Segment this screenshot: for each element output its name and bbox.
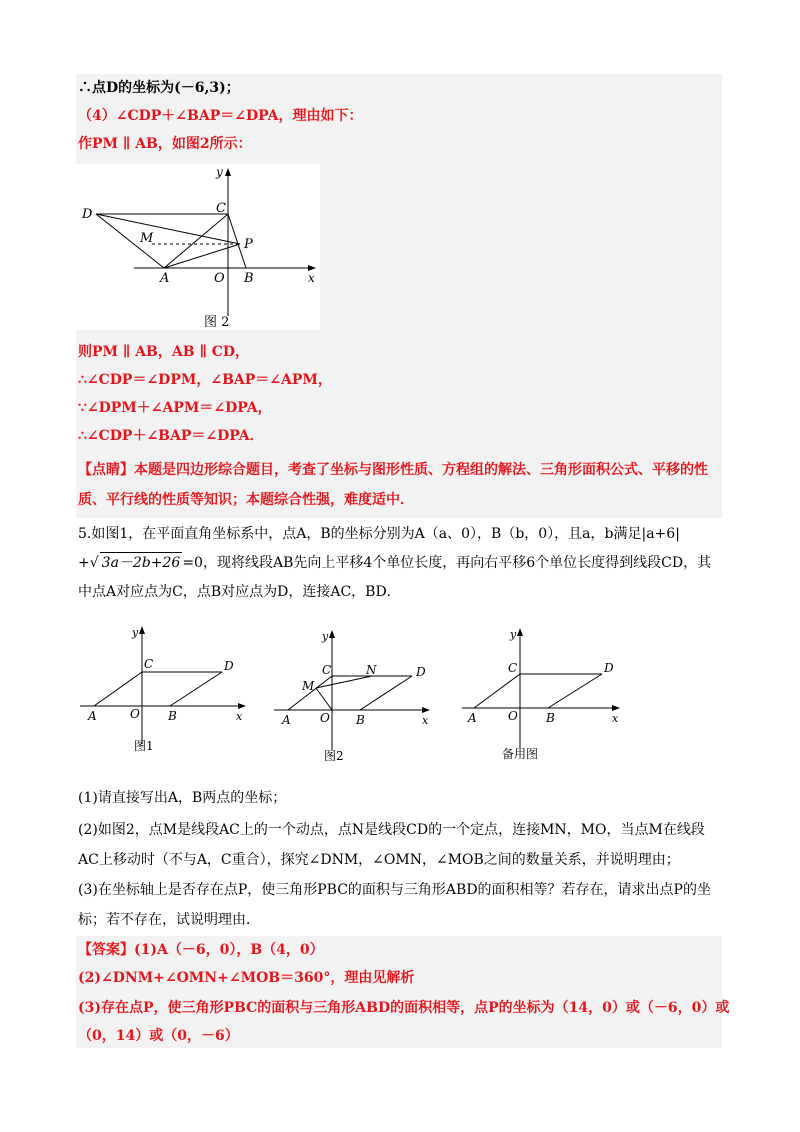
fig1-label-y: y xyxy=(132,626,139,639)
fig1-label-O: O xyxy=(130,707,140,721)
figure-2-caption: 图 2 xyxy=(204,315,230,330)
figures-row xyxy=(78,620,638,770)
label-C: C xyxy=(216,201,226,216)
fig1-label-C: C xyxy=(144,657,154,671)
label-y: y xyxy=(216,165,223,179)
label-O: O xyxy=(214,271,225,286)
figure-backup-caption: 备用图 xyxy=(502,747,539,761)
subquestion-1: (1)请直接写出A，B两点的坐标； xyxy=(78,790,287,806)
solution-line-5: ∴∠CDP＝∠DPM，∠BAP＝∠APM， xyxy=(78,372,332,388)
question-line-2-prefix: + xyxy=(78,555,90,571)
figure-2-top xyxy=(76,164,320,330)
question-line-3: 中点A对应点为C，点B对应点为D，连接AC，BD． xyxy=(78,584,401,600)
label-A: A xyxy=(160,271,170,286)
comment-line-2: 质、平行线的性质等知识；本题综合性强，难度适中． xyxy=(78,492,414,508)
fig1-label-x: x xyxy=(236,710,243,723)
solution-line-3: 作PM ∥ AB，如图2所示： xyxy=(78,136,252,152)
fig3-label-B: B xyxy=(546,711,555,725)
subquestion-3-line-2: 标；若不存在，试说明理由． xyxy=(78,912,260,928)
answer-line-2: (2)∠DNM+∠OMN+∠MOB＝360°，理由见解析 xyxy=(78,970,415,986)
question-line-2 xyxy=(78,552,711,573)
figure-1 xyxy=(80,626,246,753)
fig2-label-B: B xyxy=(356,713,365,727)
subquestion-3-line-1: (3)在坐标轴上是否存在点P，使三角形PBC的面积与三角形ABD的面积相等？若存在，请求出点P的坐 xyxy=(78,882,711,898)
fig3-label-O: O xyxy=(508,709,518,723)
label-P: P xyxy=(244,237,253,252)
solution-line-2: （4）∠CDP＋∠BAP＝∠DPA，理由如下： xyxy=(78,108,363,124)
subquestion-2-line-1: (2)如图2，点M是线段AC上的一个动点，点N是线段CD的一个定点，连接MN，MO，当点M在线段 xyxy=(78,822,705,838)
fig2-label-N: N xyxy=(366,663,377,677)
label-D: D xyxy=(82,207,93,222)
fig2-label-C: C xyxy=(322,663,332,677)
answer-line-1: 【答案】(1)A（－6，0），B（4，0） xyxy=(78,942,324,958)
figure-1-caption: 图1 xyxy=(134,739,154,753)
fig3-label-A: A xyxy=(468,711,477,725)
fig1-label-A: A xyxy=(88,709,97,723)
fig2-label-M: M xyxy=(302,679,315,693)
subquestion-2-line-2: AC上移动时（不与A，C重合），探究∠DNM，∠OMN，∠MOB之间的数量关系，并说明理由； xyxy=(78,852,680,868)
answer-line-3: (3)存在点P，使三角形PBC的面积与三角形ABD的面积相等，点P的坐标为（14，0）或（－6，0）或 xyxy=(78,1000,730,1016)
question-line-1: 5.如图1，在平面直角坐标系中，点A，B的坐标分别为A（a、0），B（b，0），且a，b满足|a+6| xyxy=(78,526,680,542)
fig3-label-D: D xyxy=(604,661,614,675)
fig2-label-y: y xyxy=(322,630,329,643)
fig2-label-A: A xyxy=(282,713,291,727)
question-line-2-rest: =0，现将线段AB先向上平移4个单位长度，再向右平移6个单位长度得到线段CD，其 xyxy=(182,555,712,571)
fig3-label-x: x xyxy=(612,712,619,725)
fig1-label-D: D xyxy=(224,659,234,673)
fig3-label-C: C xyxy=(508,661,518,675)
label-x: x xyxy=(308,271,315,285)
figure-2-top-svg xyxy=(76,164,320,330)
label-B: B xyxy=(244,271,254,286)
fig2-label-x: x xyxy=(422,714,429,727)
solution-line-7: ∴∠CDP＋∠BAP＝∠DPA． xyxy=(78,428,264,444)
answer-line-4: （0，14）或（0，－6） xyxy=(78,1028,239,1044)
figure-2-caption-row: 图2 xyxy=(324,749,344,763)
label-M: M xyxy=(140,231,154,246)
solution-line-4: 则PM ∥ AB，AB ∥ CD， xyxy=(78,344,250,360)
fig3-label-y: y xyxy=(510,628,517,641)
sqrt-expression: 3a－2b+26 xyxy=(100,552,183,573)
fig2-label-D: D xyxy=(416,665,426,679)
sqrt-symbol: √ xyxy=(89,555,99,571)
fig1-label-B: B xyxy=(168,709,177,723)
solution-line-6: ∵∠DPM＋∠APM＝∠DPA， xyxy=(78,400,272,416)
figure-2 xyxy=(274,630,430,763)
figures-row-svg xyxy=(78,620,638,770)
figure-backup xyxy=(462,628,620,761)
fig2-label-O: O xyxy=(320,711,330,725)
solution-line-1: ∴点D的坐标为(－6,3)； xyxy=(78,80,240,96)
comment-line-1: 【点睛】本题是四边形综合题目，考查了坐标与图形性质、方程组的解法、三角形面积公式、平移的性 xyxy=(78,462,708,478)
